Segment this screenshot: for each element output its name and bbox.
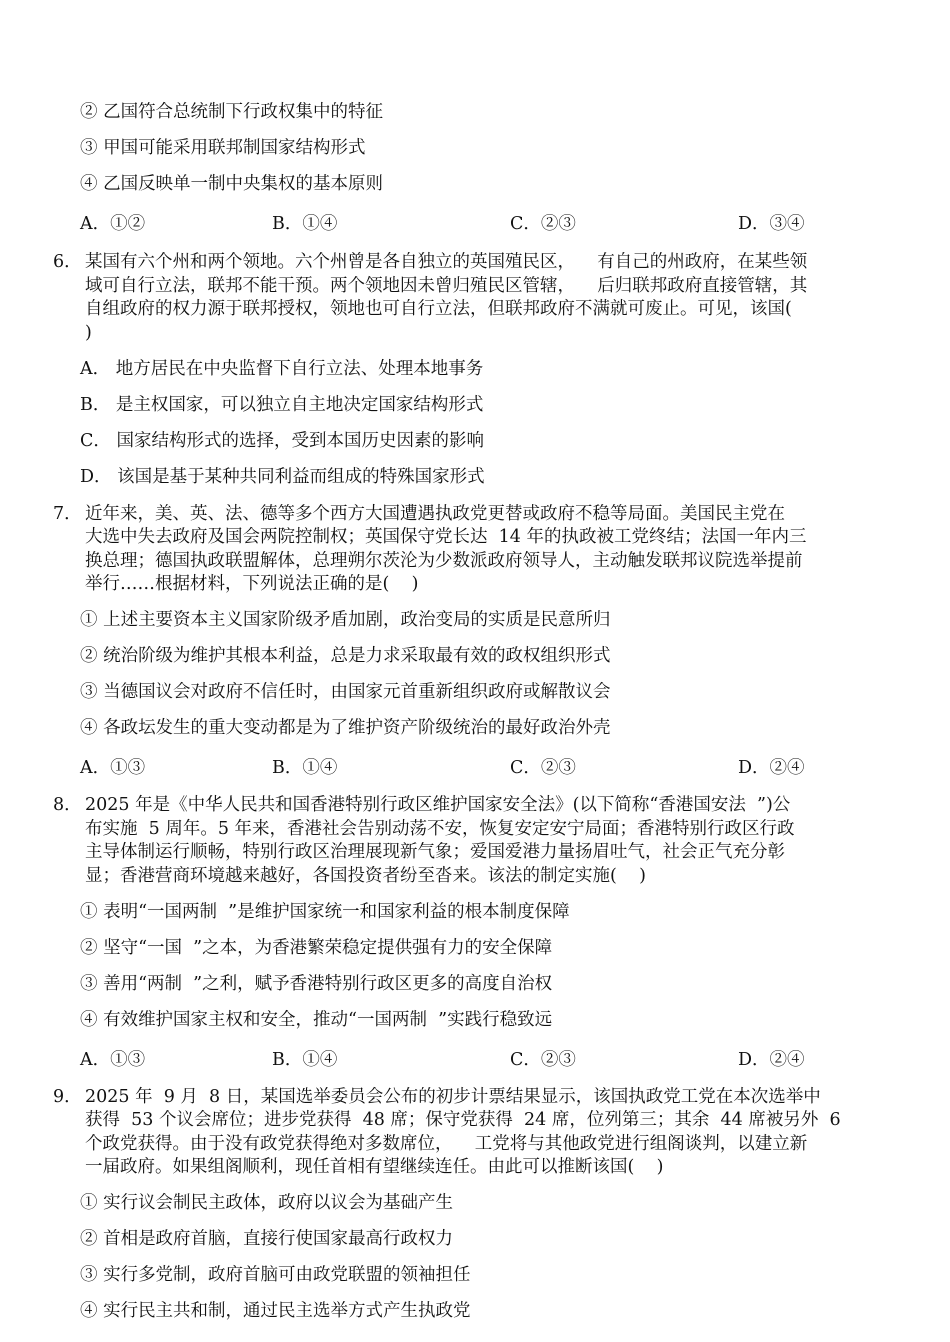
question-number: 8． (53, 795, 82, 815)
statement-item: D． 该国是基于某种共同利益而组成的特殊国家形式 (80, 466, 485, 487)
question-stem-line: 主导体制运行顺畅，特别行政区治理展现新气象；爱国爱港力量扬眉吐气，社会正气充分彰 (85, 842, 785, 862)
question-stem-line: 近年来，美、英、法、德等多个西方大国遭遇执政党更替或政府不稳等局面。美国民主党在 (85, 503, 785, 524)
answer-option: C．②③ (510, 758, 576, 778)
statement-item: ② 乙国符合总统制下行政权集中的特征 (80, 102, 384, 122)
answer-option: D．②④ (738, 758, 805, 778)
statement-item: ② 统治阶级为维护其根本利益，总是力求采取最有效的政权组织形式 (80, 646, 611, 666)
answer-option: D．②④ (738, 1049, 805, 1070)
question-stem-line: 某国有六个州和两个领地。六个州曾是各自独立的英国殖民区， 有自己的州政府，在某些领 (85, 252, 808, 272)
answer-option: B．①④ (272, 214, 338, 234)
question-number: 7． (53, 503, 82, 524)
answer-option: A．①② (80, 214, 146, 234)
statement-item: B． 是主权国家，可以独立自主地决定国家结构形式 (80, 394, 484, 415)
statement-item: ③ 甲国可能采用联邦制国家结构形式 (80, 138, 366, 158)
statement-item: ④ 各政坛发生的重大变动都是为了维护资产阶级统治的最好政治外壳 (80, 718, 611, 738)
question-stem-line: 个政党获得。由于没有政党获得绝对多数席位， 工党将与其他政党进行组阁谈判，以建立新 (85, 1133, 808, 1154)
statement-item: ③ 当德国议会对政府不信任时，由国家元首重新组织政府或解散议会 (80, 682, 611, 702)
question-stem-line: 举行……根据材料，下列说法正确的是( ) (85, 574, 419, 594)
statement-item: ③ 善用“两制 ”之利，赋予香港特别行政区更多的高度自治权 (80, 973, 553, 994)
question-stem-line: 域可自行立法，联邦不能干预。两个领地因未曾归殖民区管辖， 后归联邦政府直接管辖，其 (85, 275, 808, 296)
statement-item: A． 地方居民在中央监督下自行立法、处理本地事务 (80, 358, 484, 379)
question-number: 6． (53, 252, 82, 272)
question-stem-line: ) (85, 322, 92, 343)
question-stem-line: 布实施 5 周年。5 年来，香港社会告别动荡不安，恢复安定安宁局面；香港特别行政区行政 (85, 818, 795, 839)
statement-item: ② 首相是政府首脑，直接行使国家最高行政权力 (80, 1229, 454, 1249)
answer-option: C．②③ (510, 214, 576, 234)
statement-item: ④ 实行民主共和制，通过民主选举方式产生执政党 (80, 1301, 471, 1321)
statement-item: ① 上述主要资本主义国家阶级矛盾加剧，政治变局的实质是民意所归 (80, 610, 611, 630)
question-stem-line: 显；香港营商环境越来越好，各国投资者纷至沓来。该法的制定实施( ) (85, 865, 646, 886)
answer-option: B．①④ (272, 758, 338, 778)
statement-item: ① 表明“一国两制 ”是维护国家统一和国家利益的根本制度保障 (80, 901, 570, 922)
answer-option: C．②③ (510, 1049, 576, 1070)
question-stem-line: 自组政府的权力源于联邦授权，领地也可自行立法，但联邦政府不满就可废止。可见，该国( (85, 299, 792, 319)
question-number: 9． (53, 1086, 82, 1107)
statement-item: ④ 乙国反映单一制中央集权的基本原则 (80, 174, 384, 194)
question-stem-line: 大选中失去政府及国会两院控制权；英国保守党长达 14 年的执政被工党终结；法国一年内三 (85, 527, 807, 547)
question-stem-line: 一届政府。如果组阁顺利，现任首相有望继续连任。由此可以推断该国( ) (85, 1157, 664, 1177)
statement-item: ② 坚守“一国 ”之本，为香港繁荣稳定提供强有力的安全保障 (80, 937, 553, 958)
statement-item: C． 国家结构形式的选择，受到本国历史因素的影响 (80, 430, 484, 451)
answer-option: B．①④ (272, 1049, 338, 1070)
question-stem-line: 2025 年是《中华人民共和国香港特别行政区维护国家安全法》(以下简称“香港国安法 ”)公 (85, 795, 791, 815)
statement-item: ④ 有效维护国家主权和安全，推动“一国两制 ”实践行稳致远 (80, 1009, 553, 1030)
answer-option: A．①③ (80, 758, 146, 778)
answer-option: D．③④ (738, 214, 805, 234)
answer-option: A．①③ (80, 1049, 146, 1070)
statement-item: ③ 实行多党制，政府首脑可由政党联盟的领袖担任 (80, 1265, 471, 1285)
question-stem-line: 换总理；德国执政联盟解体，总理朔尔茨沦为少数派政府领导人，主动触发联邦议院选举提前 (85, 550, 803, 571)
question-stem-line: 2025 年 9 月 8 日，某国选举委员会公布的初步计票结果显示，该国执政党工党在本次选举中 (85, 1086, 821, 1107)
statement-item: ① 实行议会制民主政体，政府以议会为基础产生 (80, 1193, 454, 1213)
question-stem-line: 获得 53 个议会席位；进步党获得 48 席；保守党获得 24 席，位列第三；其余 44 席被另外 6 (85, 1110, 841, 1130)
